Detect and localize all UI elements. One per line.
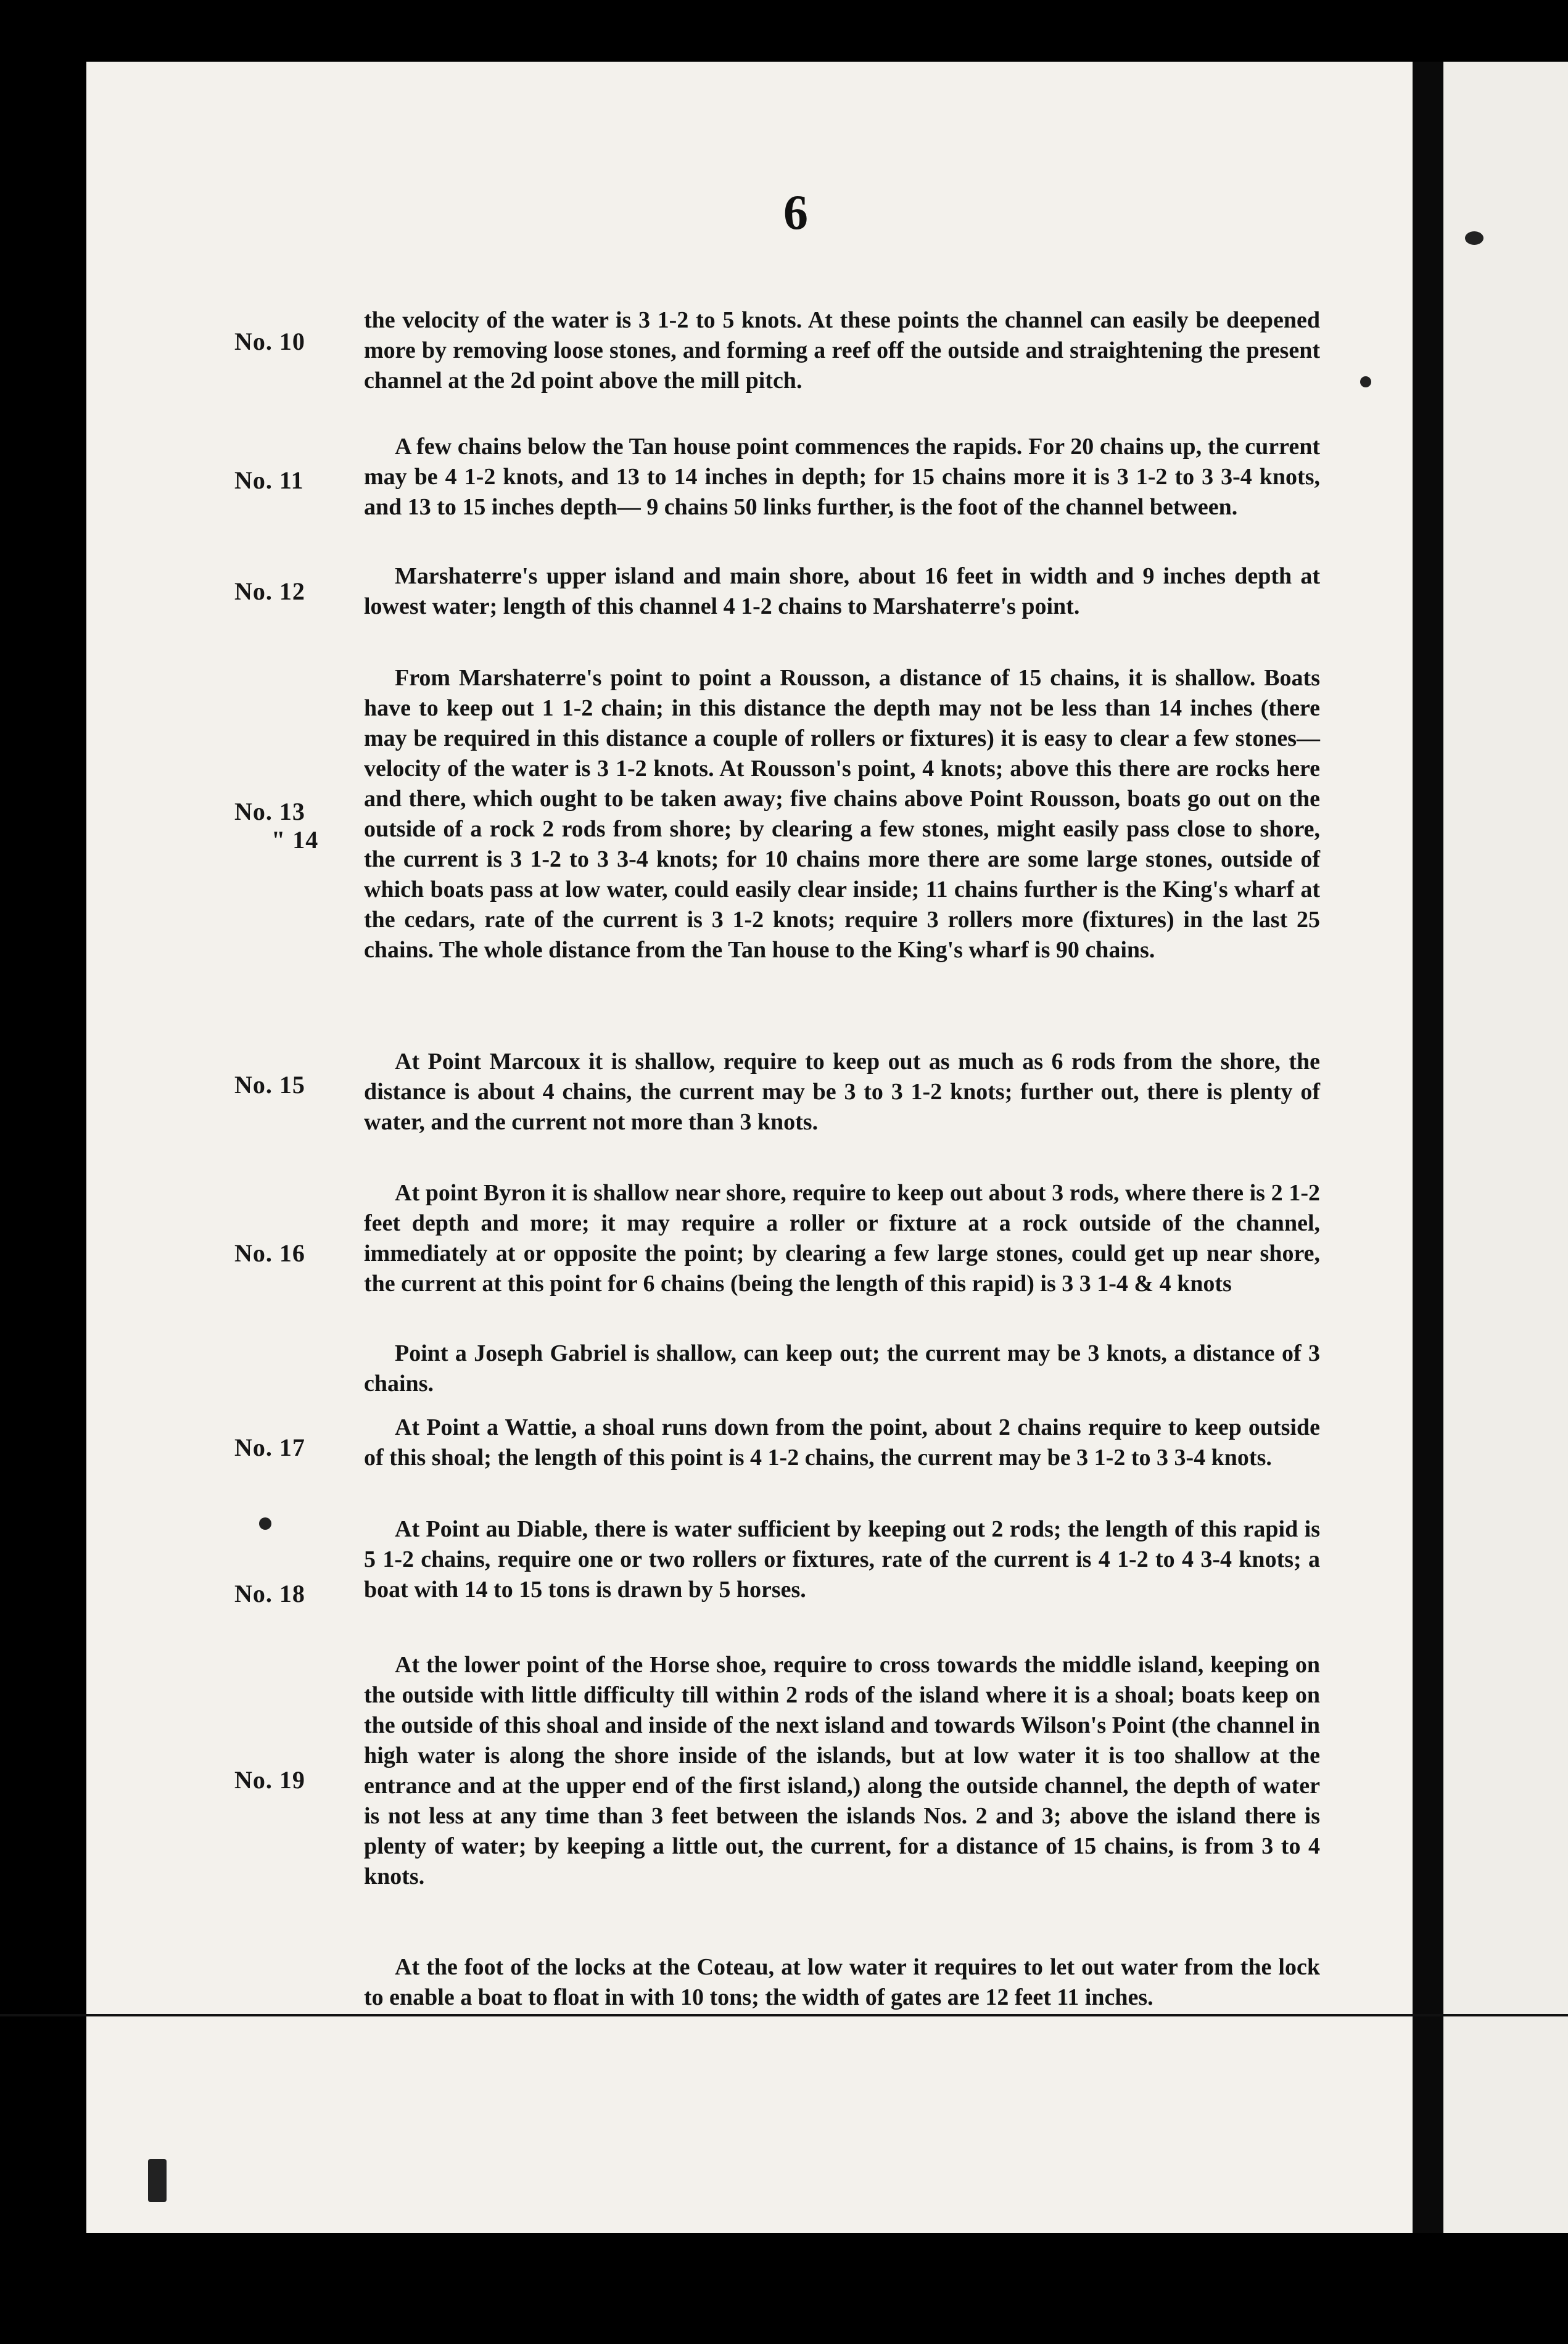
page-number: 6 <box>783 186 808 240</box>
margin-label-no-16: No. 16 <box>234 1239 305 1267</box>
scan-speck <box>1465 231 1483 245</box>
margin-label-no-18: No. 18 <box>234 1580 305 1607</box>
paragraph-7: Point a Joseph Gabriel is shallow, can keep out; the current may be 3 knots, a distance of 3 chains. <box>364 1340 1320 1397</box>
paragraph-8: At Point a Wattie, a shoal runs down from the point, about 2 chains require to keep outside of this shoal; the length of this point is 4 1-2 chains, the current may be 3 1-2 to 3 3-4 knots. <box>364 1414 1320 1471</box>
margin-label-no-15: No. 15 <box>234 1071 305 1099</box>
page-gutter <box>1413 62 1443 2233</box>
paragraph-11: At the foot of the locks at the Coteau, at low water it requires to let out water from the lock to enable a boat to float in with 10 tons; the width of gates are 12 feet 11 inches. <box>364 1954 1320 2010</box>
scan-speck <box>259 1517 271 1530</box>
paragraph-9: At Point au Diable, there is water sufficient by keeping out 2 rods; the length of this rapid is 5 1-2 chains, require one or two rollers or fixtures, rate of the current is 4 1-2 to 4 3-4 knots; a boat with 14 to 15 tons is drawn by 5 horses. <box>364 1516 1320 1603</box>
margin-label-no-17: No. 17 <box>234 1434 305 1461</box>
paragraph-5: At Point Marcoux it is shallow, require to keep out as much as 6 rods from the shore, the distance is about 4 chains, the current may be 3 to 3 1-2 knots; further out, there is plenty of water, and the current not more than 3 knots. <box>364 1049 1320 1135</box>
scan-speck <box>1360 376 1371 387</box>
paragraph-6: At point Byron it is shallow near shore, require to keep out about 3 rods, where there is 2 1-2 feet depth and more; it may require a roller or fixture at a rock outside of the channel, immediately at or opposite the point; by clearing a few large stones, could get up near shore, the current at this point for 6 chains (being the length of this rapid) is 3 3 1-4 & 4 knots <box>364 1180 1320 1297</box>
margin-label-no-12: No. 12 <box>234 577 305 605</box>
paragraph-2: A few chains below the Tan house point commences the rapids. For 20 chains up, the current may be 4 1-2 knots, and 13 to 14 inches in depth; for 15 chains more it is 3 1-2 to 3 3-4 knots, and 13 to 15 inches depth— 9 chains 50 links further, is the foot of the channel between. <box>364 434 1320 520</box>
margin-label-no-11: No. 11 <box>234 466 304 494</box>
margin-label-no-19: No. 19 <box>234 1766 305 1794</box>
scan-speck <box>148 2159 167 2202</box>
margin-label-no-10: No. 10 <box>234 328 305 355</box>
margin-label-no-13: No. 13 <box>234 798 305 825</box>
margin-label-no-14: " 14 <box>271 826 319 854</box>
adjacent-page-edge <box>1443 62 1568 2233</box>
paragraph-4: From Marshaterre's point to point a Rousson, a distance of 15 chains, it is shallow. Boats have to keep out 1 1-2 chain; in this distance the depth may not be less than 14 inches (there may be required in this distance a couple of rollers or fixtures) it is easy to clear a few stones—velocity of the water is 3 1-2 knots. At Rousson's point, 4 knots; above this there are rocks here and there, which ought to be taken away; five chains above Point Rousson, boats go out on the outside of a rock 2 rods from shore; by clearing a few stones, might easily pass close to shore, the current is 3 1-2 to 3 3-4 knots; for 10 chains more there are some large stones, outside of which boats pass at low water, could easily clear inside; 11 chains further is the King's wharf at the cedars, rate of the current is 3 1-2 knots; require 3 rollers more (fixtures) in the last 25 chains. The whole distance from the Tan house to the King's wharf is 90 chains. <box>364 665 1320 963</box>
paragraph-1: the velocity of the water is 3 1-2 to 5 knots. At these points the channel can easily be deepened more by removing loose stones, and forming a reef off the outside and straightening the present channel at the 2d point above the mill pitch. <box>364 307 1320 394</box>
crop-rule <box>0 2014 1568 2016</box>
paragraph-3: Marshaterre's upper island and main shore, about 16 feet in width and 9 inches depth at lowest water; length of this channel 4 1-2 chains to Marshaterre's point. <box>364 563 1320 619</box>
paragraph-10: At the lower point of the Horse shoe, require to cross towards the middle island, keeping on the outside with little difficulty till within 2 rods of the island where it is a shoal; boats keep on the outside of this shoal and inside of the next island and towards Wilson's Point (the channel in high water is along the shore inside of the islands, but at low water it is too shallow at the entrance and at the upper end of the first island,) along the outside channel, the depth of water is not less at any time than 3 feet between the islands Nos. 2 and 3; above the island there is plenty of water; by keeping a little out, the current, for a distance of 15 chains, is from 3 to 4 knots. <box>364 1652 1320 1889</box>
